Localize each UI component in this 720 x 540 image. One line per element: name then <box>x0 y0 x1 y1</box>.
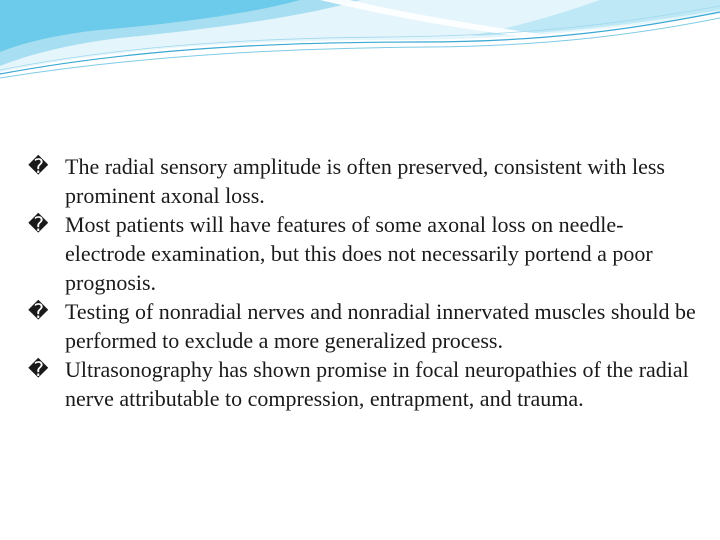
bullet-text: Most patients will have features of some axonal loss on needle-electrode examination, but this does not necessarily portend a poor prognosis. <box>65 212 653 295</box>
bullet-list <box>28 152 698 413</box>
bullet-item <box>28 210 698 297</box>
bullet-marker-icon: � <box>28 212 49 236</box>
bullet-marker-icon: � <box>28 299 49 323</box>
bullet-item <box>28 152 698 210</box>
bullet-text: Testing of nonradial nerves and nonradial innervated muscles should be performed to exclude a more generalized process. <box>65 299 696 353</box>
header-wave-decoration <box>0 0 720 90</box>
bullet-item <box>28 297 698 355</box>
bullet-marker-icon: � <box>28 154 49 178</box>
bullet-item <box>28 355 698 413</box>
bullet-marker-icon: � <box>28 357 49 381</box>
bullet-text: The radial sensory amplitude is often preserved, consistent with less prominent axonal loss. <box>65 154 665 208</box>
bullet-text: Ultrasonography has shown promise in focal neuropathies of the radial nerve attributable to compression, entrapment, and trauma. <box>65 357 689 411</box>
